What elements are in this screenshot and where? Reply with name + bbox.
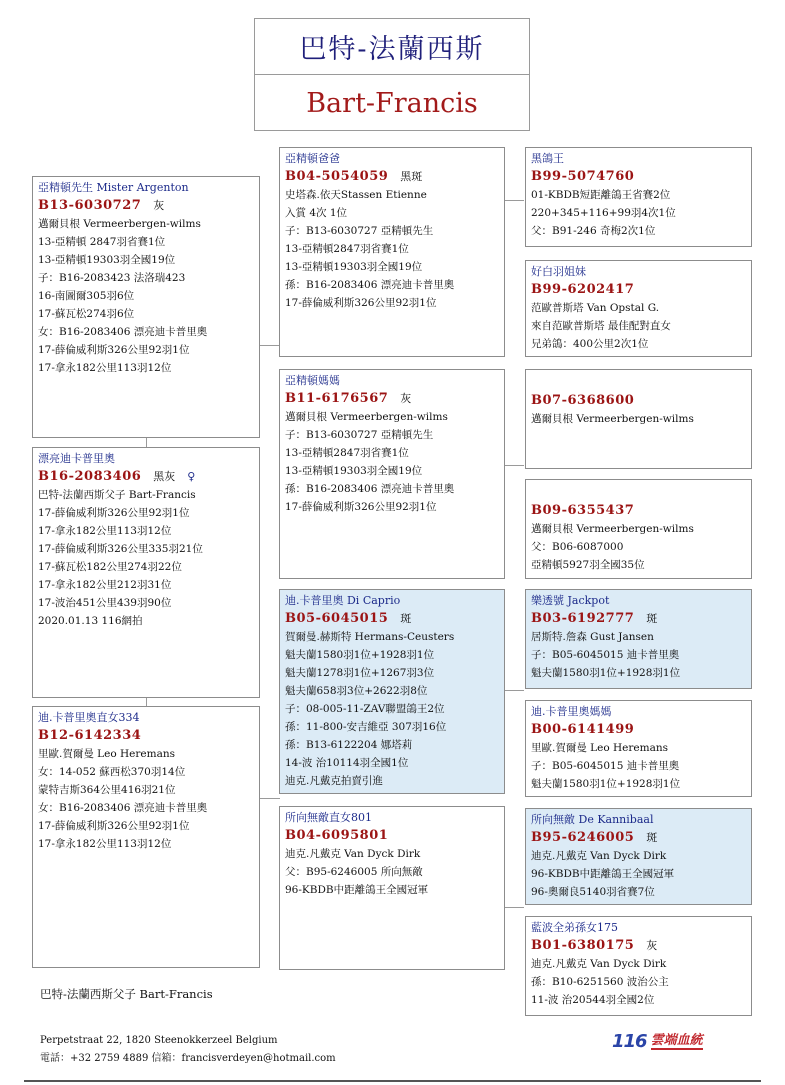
pedigree-card-dam-sire <box>279 589 505 794</box>
detail-line: 父：B95-6246005 所向無敵 <box>285 866 423 878</box>
pedigree-card-sire-dam-sire <box>525 369 752 469</box>
pigeon-name: 迪.卡普里奧 Di Caprio <box>285 594 401 607</box>
detail-line: 17-薛倫威利斯326公里335羽21位 <box>38 543 203 555</box>
pedigree-card-dam <box>32 706 260 968</box>
pigeon-name: 好白羽姐妹 <box>531 265 586 278</box>
detail-line: 魁夫蘭1580羽1位+1928羽1位 <box>531 778 681 790</box>
detail-line: 17-蘇瓦松182公里274羽22位 <box>38 561 182 573</box>
ring-line <box>531 280 747 299</box>
detail-line: 邁爾貝根 Vermeerbergen-wilms <box>531 413 694 425</box>
pedigree-card-sire-sire-sire <box>525 147 752 247</box>
detail-line: 范歐普斯塔 Van Opstal G. <box>531 302 660 314</box>
ring-line <box>531 828 747 847</box>
ring-line <box>531 609 747 628</box>
detail-line: 子：B13-6030727 亞精頓先生 <box>285 429 434 441</box>
detail-line: 父：B06-6087000 <box>531 541 624 553</box>
connector-ds-parents <box>504 690 524 691</box>
ring-line <box>285 167 500 186</box>
detail-line: 17-薛倫威利斯326公里92羽1位 <box>38 507 190 519</box>
detail-line: 17-波治451公里439羽90位 <box>38 597 172 609</box>
detail-line: 17-拿永182公里113羽12位 <box>38 525 172 537</box>
detail-line: 孫：B10-6251560 波治公主 <box>531 976 669 988</box>
pigeon-name: 迪.卡普里奧直女334 <box>38 711 140 724</box>
pedigree-card-subject <box>32 447 260 698</box>
pedigree-card-dam-dam-sire <box>525 808 752 905</box>
detail-line: 孫：B16-2083406 漂亮迪卡普里奧 <box>285 279 455 291</box>
detail-line: 亞精頓5927羽全國35位 <box>531 559 645 571</box>
page-title-english: Bart-Francis <box>306 87 478 119</box>
color-label: 斑 <box>400 612 412 625</box>
detail-line: 13-亞精頓19303羽全國19位 <box>38 254 176 266</box>
pedigree-card-sire-sire-dam <box>525 260 752 357</box>
detail-line: 巴特-法蘭西斯父子 Bart-Francis <box>38 489 196 501</box>
connector-sd-parents <box>504 465 524 466</box>
detail-line: 2020.01.13 116網拍 <box>38 615 143 627</box>
address-line: Perpetstraat 22, 1820 Steenokkerzeel Belgium <box>40 1035 278 1046</box>
detail-line: 來自范歐普斯塔 最佳配對直女 <box>531 320 671 332</box>
ring-number: B09-6355437 <box>531 503 635 518</box>
detail-line: 魁夫蘭1580羽1位+1928羽1位 <box>285 649 435 661</box>
detail-line: 女：14-052 蘇西松370羽14位 <box>38 766 186 778</box>
detail-line: 220+345+116+99羽4次1位 <box>531 207 676 219</box>
pigeon-name: 黑鴿王 <box>531 152 564 165</box>
ring-number: B04-5054059 <box>285 169 389 184</box>
detail-line: 女：B16-2083406 漂亮迪卡普里奧 <box>38 326 208 338</box>
logo-text: 雲端血統 <box>650 1032 703 1048</box>
detail-line: 17-蘇瓦松274羽6位 <box>38 308 135 320</box>
ring-line <box>531 501 747 520</box>
detail-line: 17-拿永182公里113羽12位 <box>38 838 172 850</box>
ring-number: B13-6030727 <box>38 198 142 213</box>
detail-line: 17-薛倫威利斯326公里92羽1位 <box>38 344 190 356</box>
ring-number: B03-6192777 <box>531 611 635 626</box>
detail-line: 邁爾貝根 Vermeerbergen-wilms <box>38 218 201 230</box>
pigeon-name: 所向無敵 De Kannibaal <box>531 813 654 826</box>
ring-number: B99-6202417 <box>531 282 635 297</box>
detail-line: 魁夫蘭1580羽1位+1928羽1位 <box>531 667 681 679</box>
ring-number: B01-6380175 <box>531 938 635 953</box>
ring-number: B11-6176567 <box>285 391 389 406</box>
ring-number: B95-6246005 <box>531 830 635 845</box>
detail-line: 孫：B16-2083406 漂亮迪卡普里奧 <box>285 483 455 495</box>
pedigree-card-sire-sire <box>279 147 505 357</box>
pedigree-card-sire <box>32 176 260 438</box>
detail-line: 子：B16-2083423 法洛瑞423 <box>38 272 186 284</box>
pigeon-name: 亞精頓媽媽 <box>285 374 340 387</box>
detail-line: 居斯特.詹森 Gust Jansen <box>531 631 654 643</box>
detail-line: 13-亞精頓19303羽全國19位 <box>285 261 423 273</box>
detail-line: 邁爾貝根 Vermeerbergen-wilms <box>285 411 448 423</box>
detail-line: 17-薛倫威利斯326公里92羽1位 <box>285 297 437 309</box>
detail-line: 孫：B13-6122204 娜塔莉 <box>285 739 413 751</box>
detail-line: 11-波 治20544羽全國2位 <box>531 994 655 1006</box>
color-label: 灰 <box>400 392 412 405</box>
contact-line: 電話：+32 2759 4889 信箱：francisverdeyen@hotmail.com <box>40 1053 336 1064</box>
color-label: 灰 <box>153 199 165 212</box>
ring-number: B00-6141499 <box>531 722 635 737</box>
detail-line: 史塔森.依天Stassen Etienne <box>285 189 427 201</box>
ring-line <box>285 389 500 408</box>
ring-line <box>531 936 747 955</box>
pigeon-name: 所向無敵直女801 <box>285 811 372 824</box>
ring-number: B12-6142334 <box>38 728 142 743</box>
ring-number: B05-6045015 <box>285 611 389 626</box>
ring-number: B16-2083406 <box>38 469 142 484</box>
ring-line <box>38 467 255 486</box>
detail-line: 13-亞精頓 2847羽省賽1位 <box>38 236 166 248</box>
detail-line: 13-亞精頓19303羽全國19位 <box>285 465 423 477</box>
ring-line <box>531 167 747 186</box>
detail-line: 兄弟鴿：400公里2次1位 <box>531 338 649 350</box>
detail-line: 里歐.賀爾曼 Leo Heremans <box>38 748 175 760</box>
detail-line: 17-拿永182公里113羽12位 <box>38 362 172 374</box>
pedigree-card-dam-dam <box>279 806 505 970</box>
detail-line: 16-南圖爾305羽6位 <box>38 290 135 302</box>
pedigree-card-dam-sire-dam <box>525 700 752 797</box>
ring-line <box>531 391 747 410</box>
detail-line: 子：B05-6045015 迪卡普里奧 <box>531 649 680 661</box>
detail-line: 13-亞精頓2847羽省賽1位 <box>285 243 409 255</box>
connector-ss-parents <box>504 200 524 201</box>
ring-line <box>531 720 747 739</box>
pigeon-name: 漂亮迪卡普里奧 <box>38 452 115 465</box>
connector-sire-parents <box>259 345 280 346</box>
detail-line: 子：B13-6030727 亞精頓先生 <box>285 225 434 237</box>
detail-line: 迪克.凡戴克 Van Dyck Dirk <box>285 848 421 860</box>
title-box <box>254 18 530 131</box>
ring-line <box>38 196 255 215</box>
detail-line: 子：08-005-11-ZAV聯盟鴿王2位 <box>285 703 445 715</box>
pedigree-card-dam-dam-dam <box>525 916 752 1016</box>
detail-line: 96-KBDB中距離鴿王全國冠軍 <box>285 884 429 896</box>
pedigree-card-sire-dam-dam <box>525 479 752 579</box>
pigeon-name: 藍波全弟孫女175 <box>531 921 618 934</box>
detail-line: 17-薛倫威利斯326公里92羽1位 <box>38 820 190 832</box>
connector-dd-parents <box>504 907 524 908</box>
pigeon-name: 亞精頓爸爸 <box>285 152 340 165</box>
detail-line: 女：B16-2083406 漂亮迪卡普里奧 <box>38 802 208 814</box>
owner-name: 巴特-法蘭西斯父子 Bart-Francis <box>40 987 213 1001</box>
footer-divider <box>24 1080 761 1082</box>
detail-line: 17-薛倫威利斯326公里92羽1位 <box>285 501 437 513</box>
pedigree-card-dam-sire-sire <box>525 589 752 689</box>
detail-line: 入賞 4次 1位 <box>285 207 348 219</box>
pedigree-card-sire-dam <box>279 369 505 579</box>
detail-line: 父：B91-246 奇梅2次1位 <box>531 225 656 237</box>
page-title-chinese: 巴特-法蘭西斯 <box>255 19 529 75</box>
detail-line: 邁爾貝根 Vermeerbergen-wilms <box>531 523 694 535</box>
pigeon-name: 亞精頓先生 Mister Argenton <box>38 181 189 194</box>
ring-line <box>285 826 500 845</box>
connector-dam-parents <box>259 798 280 799</box>
color-label: 斑 <box>646 831 658 844</box>
color-label: 灰 <box>646 939 658 952</box>
detail-line: 賀爾曼.赫斯特 Hermans-Ceusters <box>285 631 455 643</box>
female-sex-icon: ♀ <box>187 470 196 483</box>
detail-line: 01-KBDB短距離鴿王省賽2位 <box>531 189 671 201</box>
color-label: 黑斑 <box>400 170 423 183</box>
detail-line: 13-亞精頓2847羽省賽1位 <box>285 447 409 459</box>
detail-line: 迪克.凡戴克 Van Dyck Dirk <box>531 958 667 970</box>
detail-line: 孫：11-800-安吉維亞 307羽16位 <box>285 721 447 733</box>
detail-line: 子：B05-6045015 迪卡普里奧 <box>531 760 680 772</box>
color-label: 黑灰 <box>153 470 176 483</box>
contact-block <box>40 1032 336 1068</box>
pigeon-name: 樂透號 Jackpot <box>531 594 610 607</box>
detail-line: 魁夫蘭1278羽1位+1267羽3位 <box>285 667 435 679</box>
pigeon-name: 迪.卡普里奧媽媽 <box>531 705 612 718</box>
detail-line: 迪克.凡戴克 Van Dyck Dirk <box>531 850 667 862</box>
detail-line: 迪克.凡戴克拍賣引進 <box>285 775 383 787</box>
ring-number: B99-5074760 <box>531 169 635 184</box>
brand-logo <box>612 1030 724 1052</box>
detail-line: 里歐.賀爾曼 Leo Heremans <box>531 742 668 754</box>
detail-line: 96-奧爾良5140羽省賽7位 <box>531 886 655 898</box>
ring-line <box>38 726 255 745</box>
ring-number: B07-6368600 <box>531 393 635 408</box>
logo-number: 116 <box>612 1030 647 1052</box>
detail-line: 蒙特吉斯364公里416羽21位 <box>38 784 176 796</box>
detail-line: 14-波 治10114羽全國1位 <box>285 757 409 769</box>
detail-line: 96-KBDB中距離鴿王全國冠軍 <box>531 868 675 880</box>
ring-line <box>285 609 500 628</box>
color-label: 斑 <box>646 612 658 625</box>
ring-number: B04-6095801 <box>285 828 389 843</box>
detail-line: 魁夫蘭658羽3位+2622羽8位 <box>285 685 428 697</box>
detail-line: 17-拿永182公里212羽31位 <box>38 579 172 591</box>
